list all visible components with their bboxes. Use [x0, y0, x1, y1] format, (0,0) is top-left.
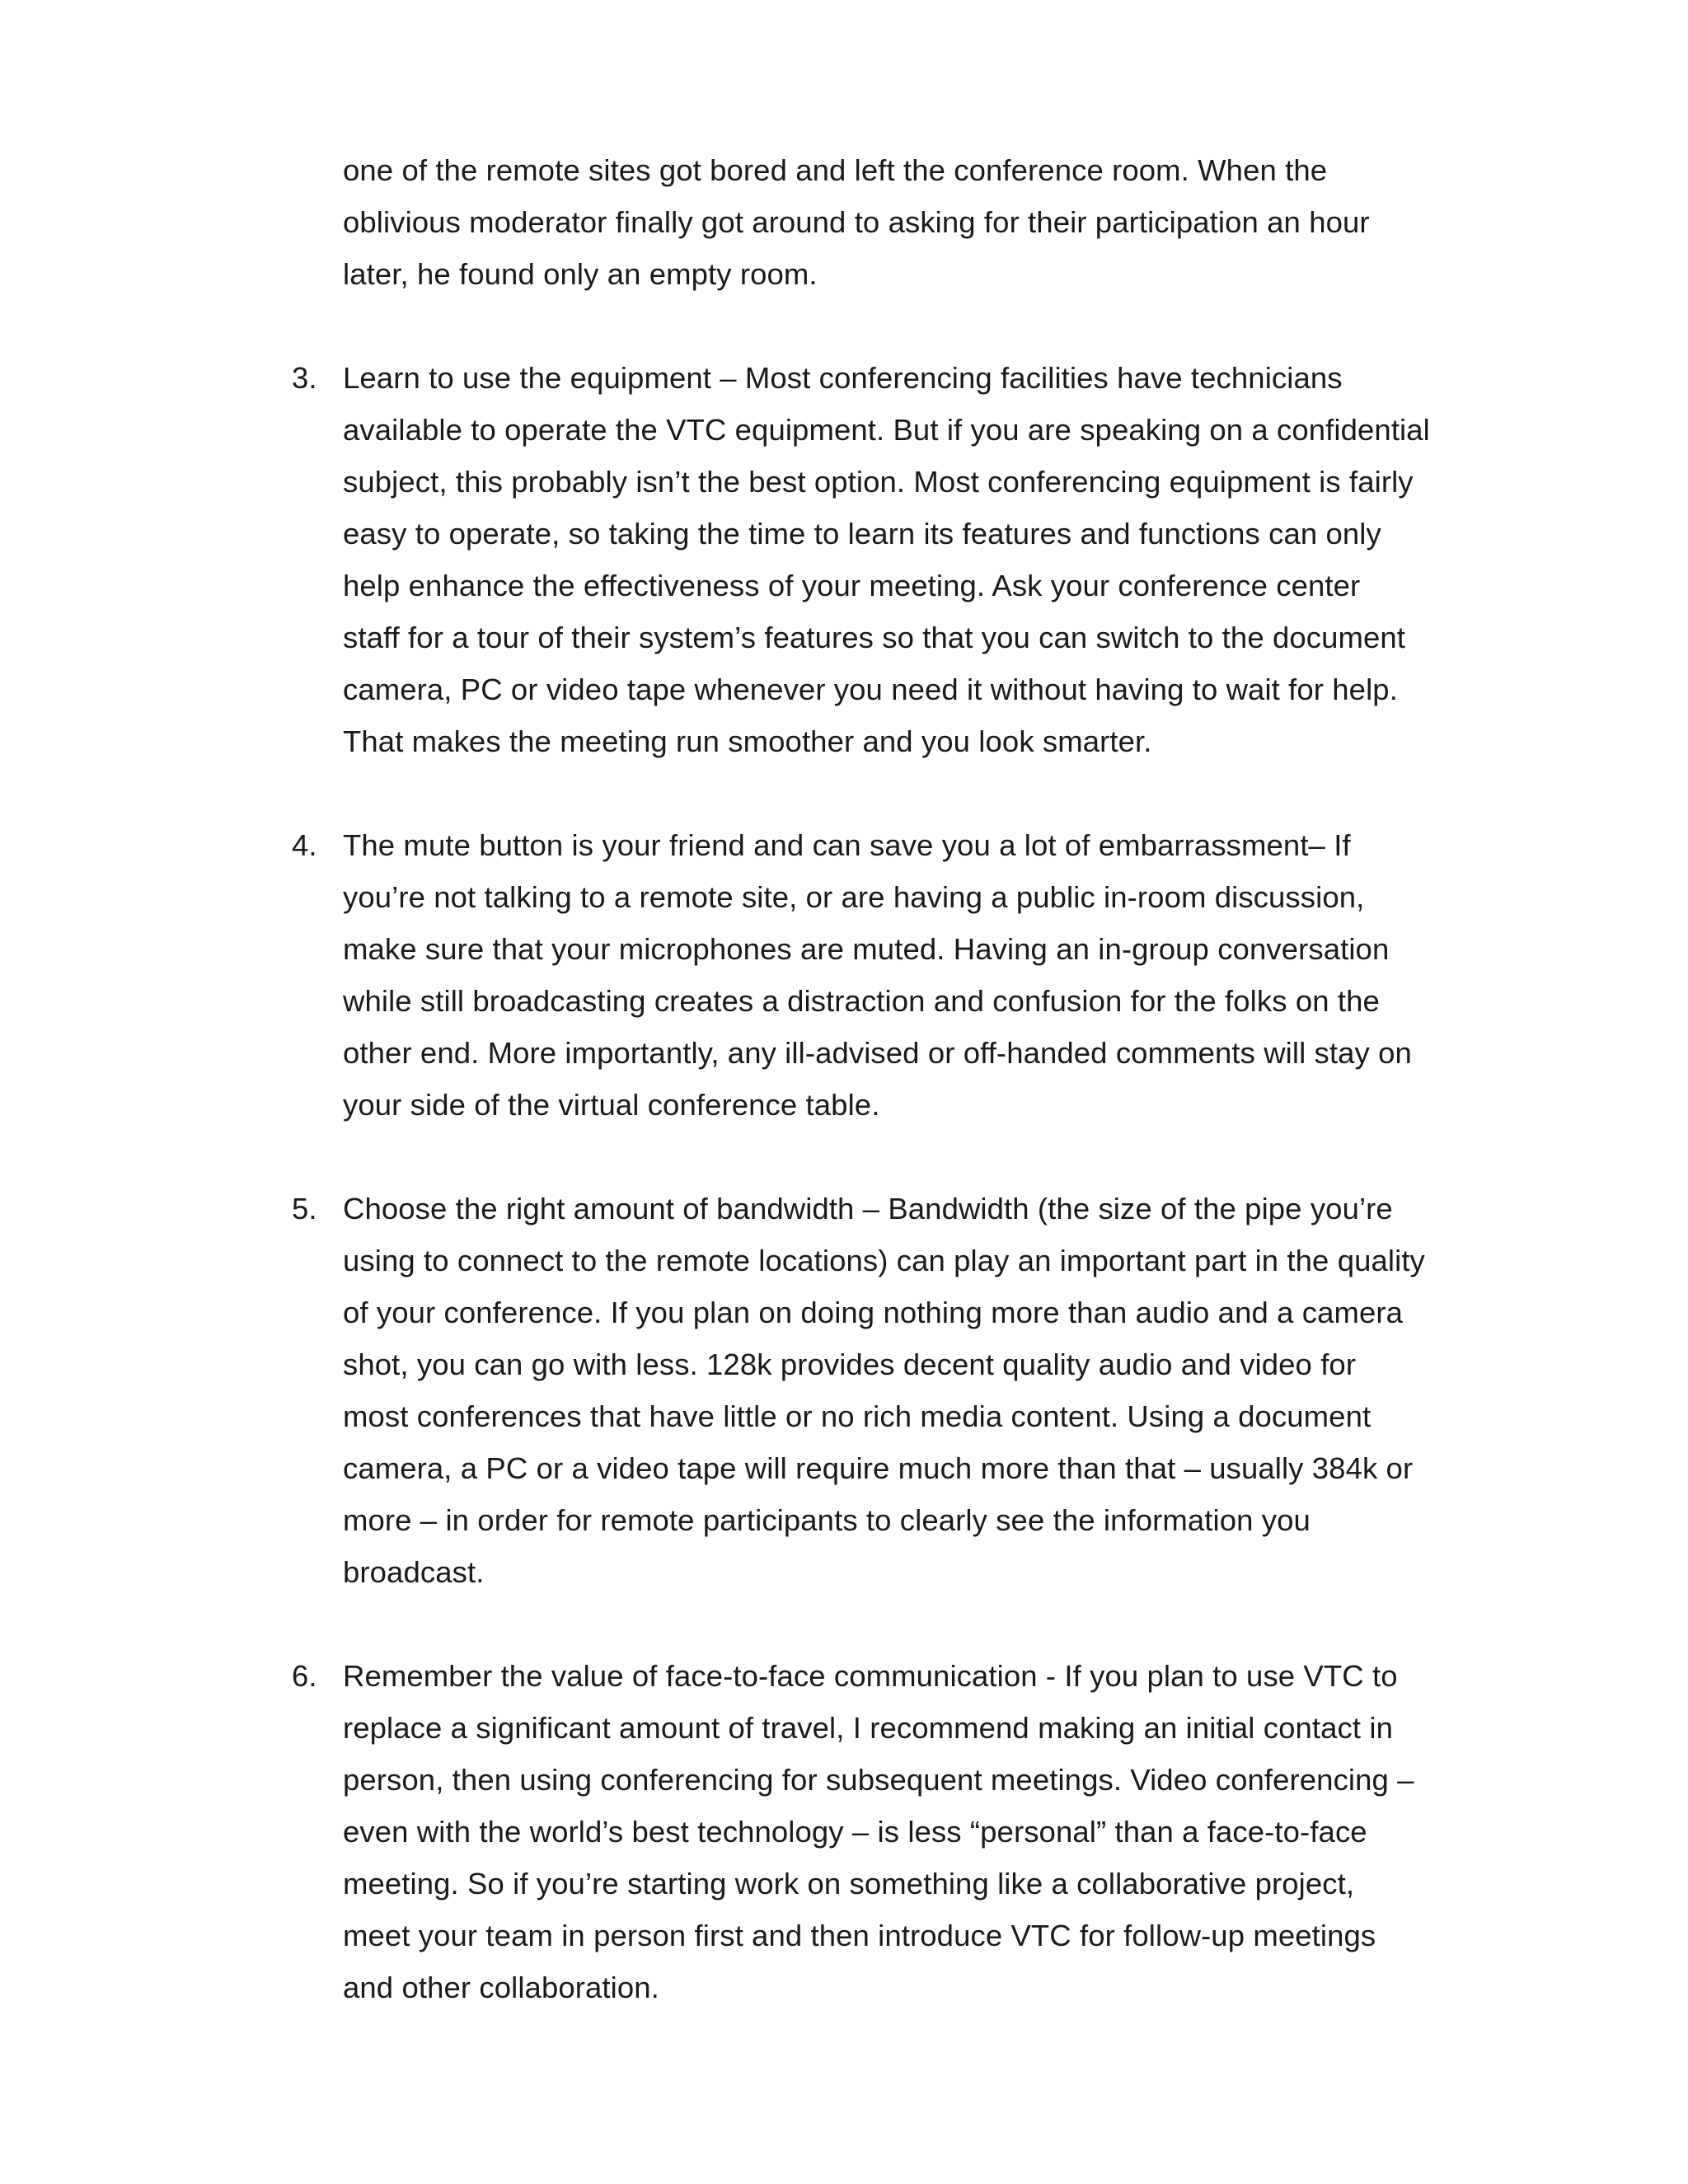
text-line: staff for a tour of their system’s features so that you can switch to the document	[343, 621, 1406, 654]
text-line: of your conference. If you plan on doing nothing more than audio and a camera	[343, 1296, 1404, 1329]
text-line: make sure that your microphones are muted. Having an in-group conversation	[343, 932, 1390, 966]
text-line: using to connect to the remote locations) can play an important part in the quality	[343, 1244, 1425, 1277]
list-item-6	[292, 1650, 1429, 2013]
text-line: camera, PC or video tape whenever you need it without having to wait for help.	[343, 673, 1398, 706]
list-item-text	[343, 352, 1430, 767]
text-line: while still broadcasting creates a distraction and confusion for the folks on the	[343, 984, 1380, 1018]
text-line: meet your team in person first and then introduce VTC for follow-up meetings	[343, 1919, 1376, 1952]
text-line: later, he found only an empty room.	[343, 257, 818, 291]
text-line: even with the world’s best technology – is less “personal” than a face-to-face	[343, 1815, 1367, 1849]
text-line: available to operate the VTC equipment. But if you are speaking on a confidential	[343, 413, 1430, 447]
text-line: and other collaboration.	[343, 1971, 659, 2004]
list-number: 5.	[292, 1192, 317, 1226]
text-line: Learn to use the equipment – Most conferencing facilities have technicians	[343, 361, 1343, 395]
document-body	[292, 144, 1429, 2013]
text-line: meeting. So if you’re starting work on something like a collaborative project,	[343, 1867, 1355, 1900]
list-number: 3.	[292, 361, 317, 395]
text-line: The mute button is your friend and can save you a lot of embarrassment– If	[343, 828, 1351, 862]
list-item-3	[292, 352, 1429, 767]
list-number: 4.	[292, 828, 317, 862]
text-line: other end. More importantly, any ill-advised or off-handed comments will stay on	[343, 1036, 1412, 1070]
text-line: camera, a PC or a video tape will require much more than that – usually 384k or	[343, 1451, 1414, 1485]
text-line: your side of the virtual conference table.	[343, 1088, 880, 1122]
text-line: oblivious moderator finally got around to asking for their participation an hour	[343, 205, 1370, 239]
text-line: help enhance the effectiveness of your meeting. Ask your conference center	[343, 569, 1361, 602]
text-line: easy to operate, so taking the time to learn its features and functions can only	[343, 517, 1381, 551]
text-line: shot, you can go with less. 128k provides decent quality audio and video for	[343, 1347, 1357, 1381]
text-line: you’re not talking to a remote site, or are having a public in-room discussion,	[343, 880, 1365, 914]
list-item-5	[292, 1183, 1429, 1598]
text-line: most conferences that have little or no rich media content. Using a document	[343, 1399, 1372, 1433]
text-line: replace a significant amount of travel, I recommend making an initial contact in	[343, 1711, 1393, 1745]
text-line: subject, this probably isn’t the best option. Most conferencing equipment is fairly	[343, 465, 1414, 499]
list-item-text	[343, 1183, 1429, 1598]
text-line: one of the remote sites got bored and left the conference room. When the	[343, 153, 1328, 187]
list-item-4	[292, 819, 1429, 1131]
list-item-text	[343, 1650, 1429, 2013]
list-item-text	[343, 819, 1429, 1131]
text-line: Choose the right amount of bandwidth – Bandwidth (the size of the pipe you’re	[343, 1192, 1393, 1226]
text-line: broadcast.	[343, 1555, 485, 1589]
text-line: more – in order for remote participants to clearly see the information you	[343, 1503, 1311, 1537]
continued-paragraph	[343, 144, 1429, 300]
text-line: That makes the meeting run smoother and you look smarter.	[343, 724, 1152, 758]
list-number: 6.	[292, 1659, 317, 1693]
text-line: Remember the value of face-to-face communication - If you plan to use VTC to	[343, 1659, 1398, 1693]
text-line: person, then using conferencing for subsequent meetings. Video conferencing –	[343, 1763, 1414, 1797]
